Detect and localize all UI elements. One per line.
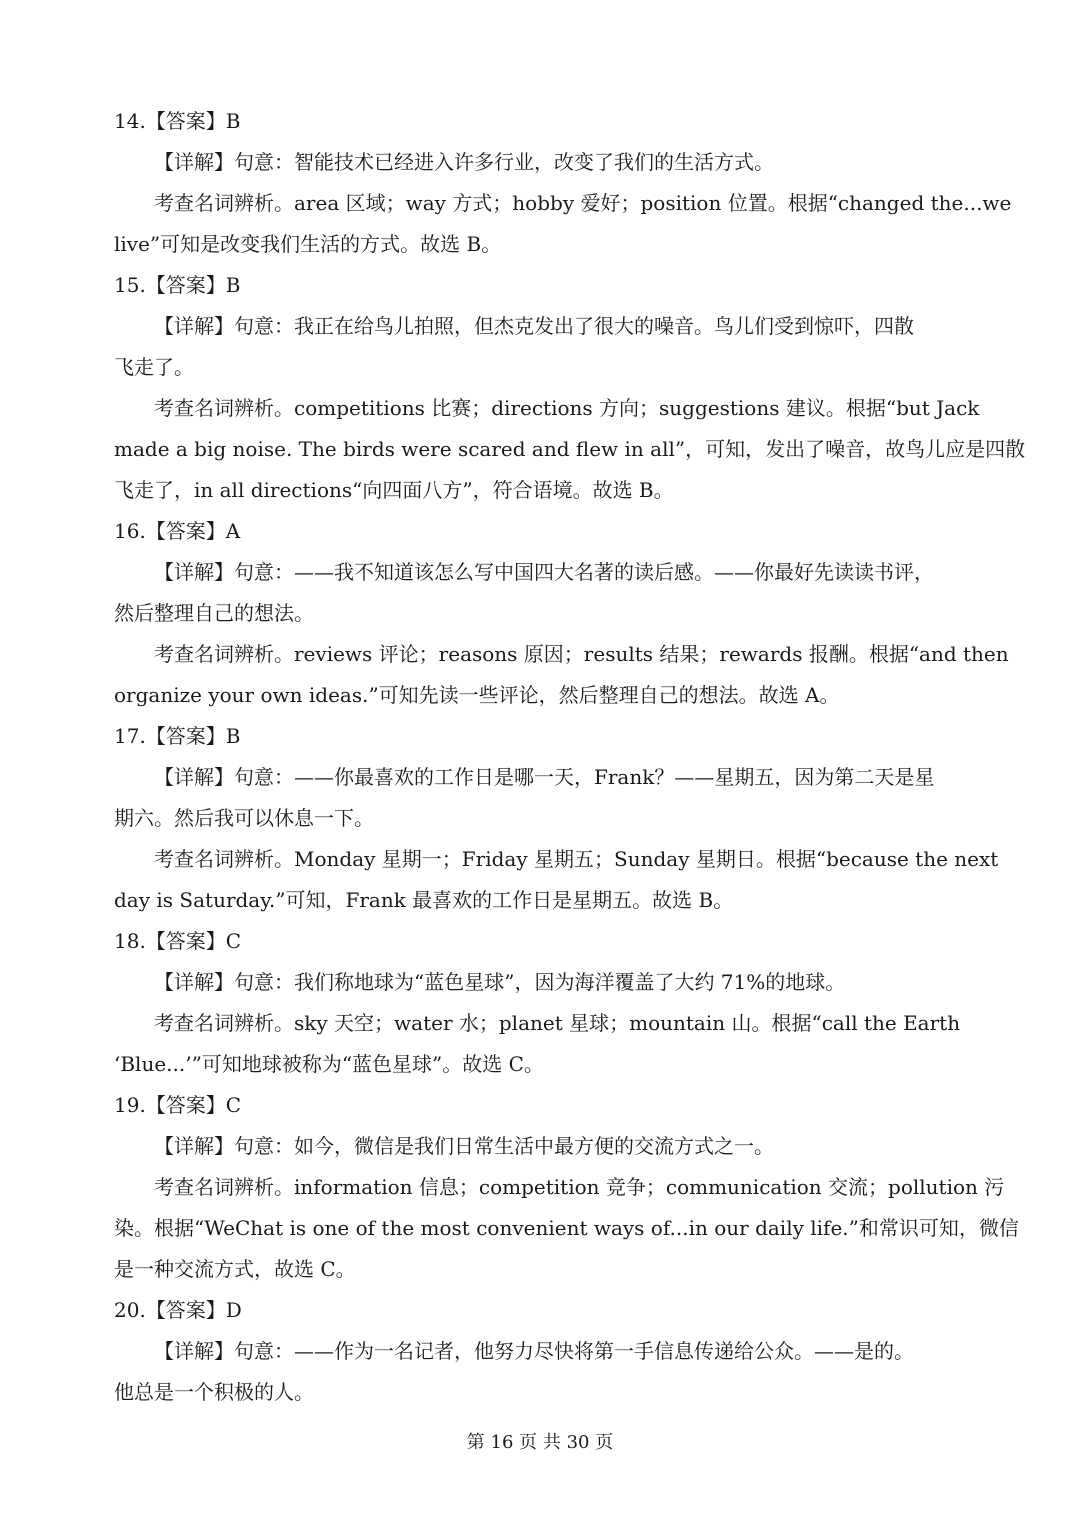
analysis-line: 考查名词辨析。information 信息；competition 竞争；communication 交流；pollution 污 [154,1175,1005,1199]
detail-line: 【详解】句意：如今，微信是我们日常生活中最方便的交流方式之一。 [154,1134,774,1158]
analysis-line: 是一种交流方式，故选 C。 [114,1257,356,1281]
detail-line: 然后整理自己的想法。 [114,601,314,625]
analysis-line: day is Saturday.”可知，Frank 最喜欢的工作日是星期五。故选 B。 [114,888,734,912]
answer-line-15: 15.【答案】B [114,273,241,297]
analysis-line: 考查名词辨析。area 区域；way 方式；hobby 爱好；position 位置。根据“changed the...we [154,191,1012,215]
answer-line-18: 18.【答案】C [114,929,242,953]
detail-line: 【详解】句意：我们称地球为“蓝色星球”，因为海洋覆盖了大约 71%的地球。 [154,970,846,994]
detail-line: 【详解】句意：我正在给鸟儿拍照，但杰克发出了很大的噪音。鸟儿们受到惊吓，四散 [154,314,914,338]
analysis-line: ‘Blue...’”可知地球被称为“蓝色星球”。故选 C。 [114,1052,544,1076]
answer-line-17: 17.【答案】B [114,724,241,748]
analysis-line: 染。根据“WeChat is one of the most convenient ways of...in our daily life.”和常识可知，微信 [114,1216,1019,1240]
analysis-line: made a big noise. The birds were scared and flew in all”，可知，发出了噪音，故鸟儿应是四散 [114,437,1026,461]
answer-line-16: 16.【答案】A [114,519,241,543]
analysis-line: live”可知是改变我们生活的方式。故选 B。 [114,232,502,256]
answer-line-14: 14.【答案】B [114,109,241,133]
analysis-line: 考查名词辨析。competitions 比赛；directions 方向；suggestions 建议。根据“but Jack [154,396,980,420]
answer-line-19: 19.【答案】C [114,1093,242,1117]
analysis-line: 考查名词辨析。sky 天空；water 水；planet 星球；mountain 山。根据“call the Earth [154,1011,961,1035]
analysis-line: 飞走了，in all directions“向四面八方”，符合语境。故选 B。 [114,478,674,502]
detail-line: 他总是一个积极的人。 [114,1380,314,1404]
detail-line: 飞走了。 [114,355,194,379]
answer-line-20: 20.【答案】D [114,1298,242,1322]
analysis-line: organize your own ideas.”可知先读一些评论，然后整理自己的想法。故选 A。 [114,683,840,707]
page-number-footer: 第 16 页 共 30 页 [466,1432,614,1453]
detail-line: 期六。然后我可以休息一下。 [114,806,374,830]
detail-line: 【详解】句意：——你最喜欢的工作日是哪一天，Frank？——星期五，因为第二天是星 [154,765,935,789]
answer-explanations [114,101,1026,1413]
detail-line: 【详解】句意：智能技术已经进入许多行业，改变了我们的生活方式。 [154,150,774,174]
detail-line: 【详解】句意：——我不知道该怎么写中国四大名著的读后感。——你最好先读读书评， [154,560,934,584]
analysis-line: 考查名词辨析。Monday 星期一；Friday 星期五；Sunday 星期日。根据“because the next [154,847,999,871]
detail-line: 【详解】句意：——作为一名记者，他努力尽快将第一手信息传递给公众。——是的。 [154,1339,914,1363]
analysis-line: 考查名词辨析。reviews 评论；reasons 原因；results 结果；rewards 报酬。根据“and then [154,642,1009,666]
